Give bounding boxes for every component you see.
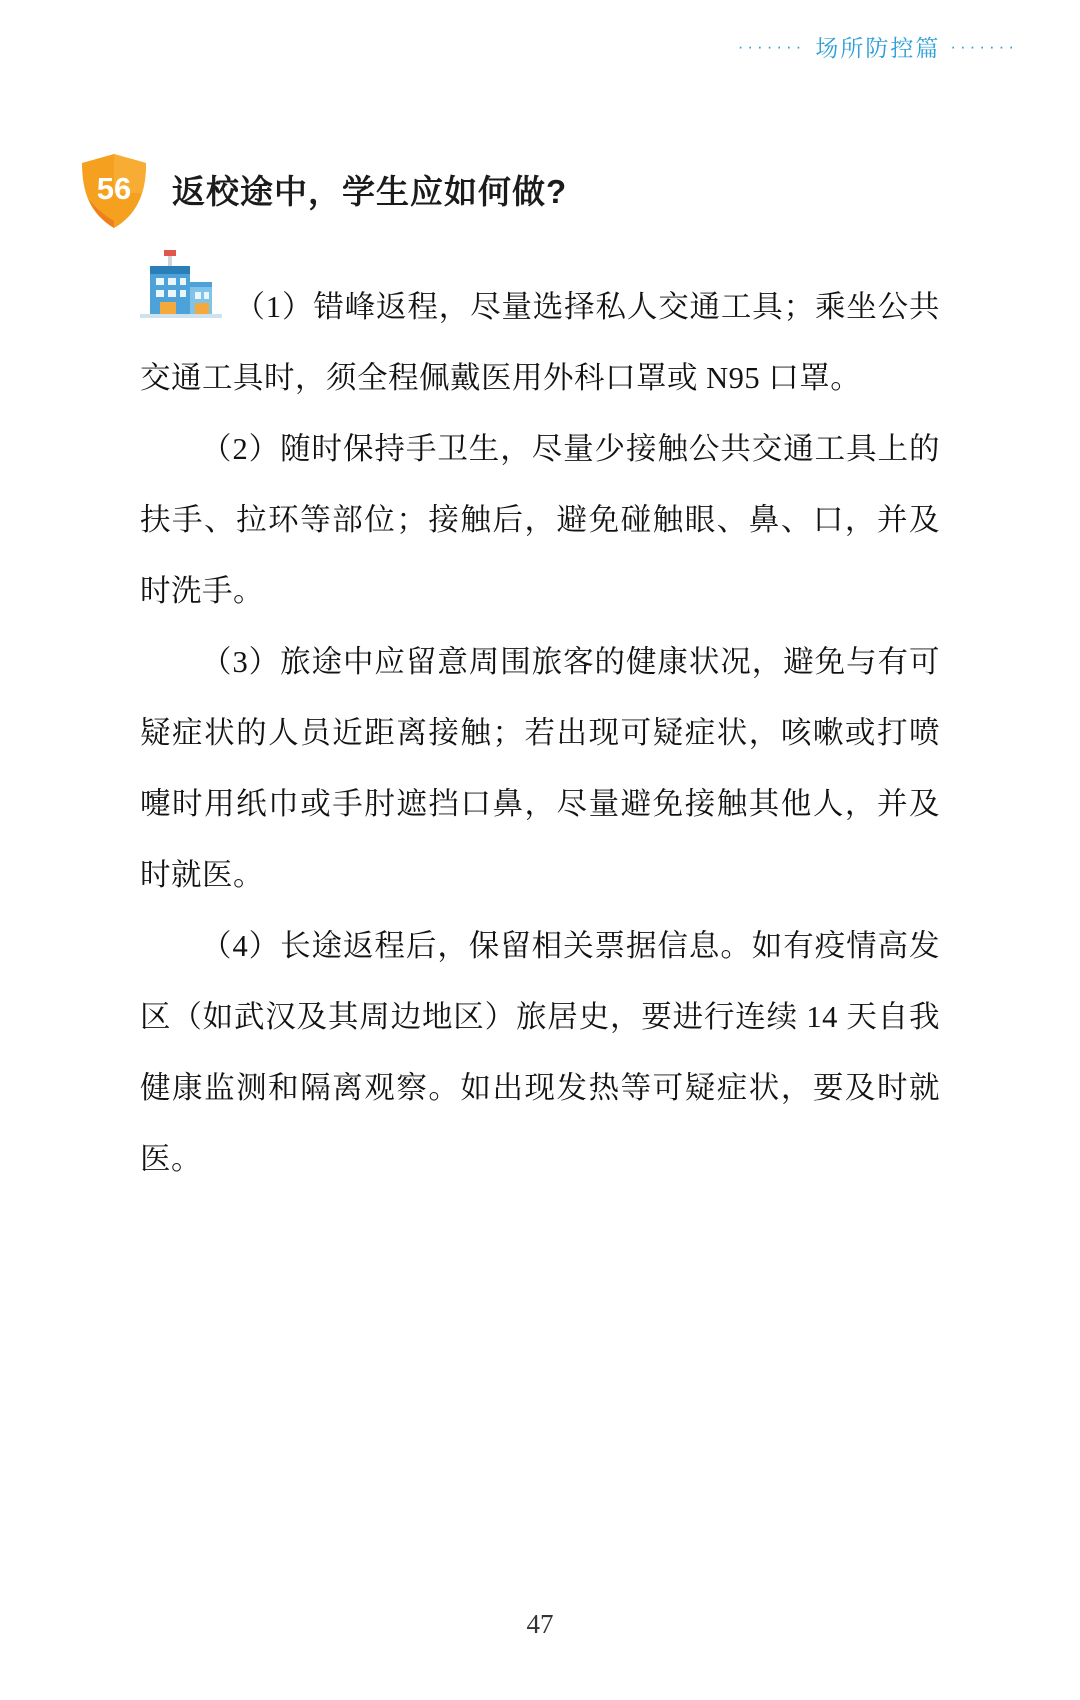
question-title: 返校途中，学生应如何做? (172, 173, 568, 210)
paragraph-1: （1）错峰返程，尽量选择私人交通工具；乘坐公共交通工具时，须全程佩戴医用外科口罩或 N95 口罩。 (140, 290, 940, 395)
question-heading (78, 152, 567, 232)
body-text (140, 272, 940, 1195)
header-dots-right: ······· (950, 37, 1018, 56)
header-dots-left: ······· (737, 37, 806, 56)
question-number: 56 (96, 171, 132, 206)
paragraph-2: （2）随时保持手卫生，尽量少接触公共交通工具上的扶手、拉环等部位；接触后，避免碰触眼、鼻、口，并及时洗手。 (140, 432, 940, 608)
paragraph-4: （4）长途返程后，保留相关票据信息。如有疫情高发区（如武汉及其周边地区）旅居史，要进行连续 14 天自我健康监测和隔离观察。如出现发热等可疑症状，要及时就医。 (140, 929, 940, 1176)
shield-badge-icon (78, 152, 150, 232)
running-header (738, 30, 1018, 63)
paragraph-3: （3）旅途中应留意周围旅客的健康状况，避免与有可疑症状的人员近距离接触；若出现可疑症状，咳嗽或打喷嚏时用纸巾或手肘遮挡口鼻，尽量避免接触其他人，并及时就医。 (140, 645, 940, 892)
header-section-title: 场所防控篇 (815, 35, 941, 61)
page-number: 47 (526, 1609, 554, 1639)
